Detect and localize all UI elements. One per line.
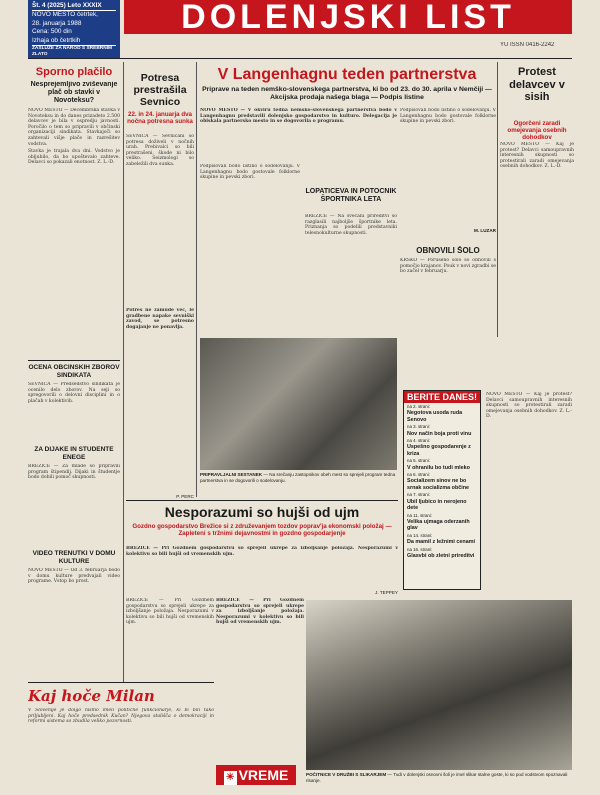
masthead-award: ZASLUŽE ZA NAROD S SREBRNIM ZLATO: [32, 45, 116, 58]
potresa-signature: P. PERC: [176, 494, 194, 499]
sun-icon: ☀: [225, 772, 235, 783]
headline-potresa: Potresa prestrašila Sevnico: [133, 72, 187, 108]
caption-solarji-text: Tudi v dolenjski osnovni šoli je imel slikar stalne goste, ki so pod vodstvom spoznavali risanje.: [306, 772, 568, 783]
article-langenhagen-col: [200, 164, 300, 344]
berite-item[interactable]: na 3. strani: Nov način boja proti vinu: [407, 424, 472, 437]
kaj-headline-text: Kaj hoče Milan: [28, 687, 155, 705]
headline-video-trenutki: VIDEO TRENUTKI V DOMU KULTURE: [32, 550, 116, 565]
caption-sestanek: PRIPRAVLJALNI SESTANEK — Na srečanju zastopnikov obeh mest so sprejeli program tedna partnerstva in se dogovorili o sodelovanju.: [200, 472, 396, 483]
article-ocena-zborov: SEVNICA — Predsedstvo sindikata je ocenilo delo zborov. Na seji so spregovorili o delovni disciplini in o plačah v kolektivih.: [28, 382, 120, 404]
masthead-place-line: NOVO MESTO četrtek,: [32, 11, 98, 19]
masthead-fine-print: Izhaja ob četrtkih: [32, 36, 81, 44]
headline-kaj: [28, 686, 218, 706]
masthead-divider: [28, 58, 572, 59]
column-divider-3: [497, 62, 498, 337]
article-langenhagen-p1: NOVO MESTO — V okviru tedna nemško-slovenskega partnerstva bodo v Langenhagnu predstavili dolenjsko gospodarstvo in kulturo. Delegacija je obiskala partnersko mesto in se dogovorila o programu.: [200, 108, 397, 125]
nesporazumi-col2: BREŽICE — Pri Gozdnem gospodarstvu so sprejeli ukrepe za izboljšanje položaja. Nesporazumi v kolektivu so bili hujši od vremenskih ujm.: [216, 598, 304, 626]
berite-item[interactable]: na 6. strani: Socializem sinov ne bo srnak socializma občine: [407, 472, 470, 491]
caption-sestanek-title: PRIPRAVLJALNI SESTANEK: [200, 472, 263, 477]
article-protest: NOVO MESTO — Kaj je protest? Delavci samoupravnih interesnih skupnosti so protestirali zaradi omejevanja osebnih dohodkov. Z. L.-D.: [500, 142, 574, 170]
berite-list: [404, 403, 480, 561]
sub-protest: Ogorčeni zaradi omejevanja osebnih dohodkov: [507, 120, 567, 142]
caption-solarji: POČITNICE V DRUŽBI S SLIKARJEM — Tudi v dolenjski osnovni šoli je imel slikar stalne goste, ki so pod vodstvom spoznavali risanje.: [306, 772, 568, 783]
headline-protest: Protest delavcev v sisih: [509, 66, 565, 103]
article-sporno-placilo-p1: NOVO MESTO — Decembrska stavka v Novoteksu in do danes prizadeto 2.500 delavcev je bila v ospredju javnosti. Poročilo o tem so pripravili v občinski organizaciji sindikata. Stavkajoči so zahtevali višje plače in razrešitev vodstva.: [28, 108, 120, 147]
sub-sporno-placilo: Nesprejemljivo zviševanje plač ob stavki v Novoteksu?: [30, 81, 118, 104]
article-nesporazumi: BREŽICE — Pri Gozdnem gospodarstvu so sprejeli ukrepe za izboljšanje položaja. Nesporazumi v kolektivu so bili hujši od vremenskih ujm.: [126, 546, 398, 557]
article-langenhagen-cont: [400, 108, 496, 228]
newspaper-title: DOLENJSKI LIST: [124, 0, 572, 34]
article-langenhagen: [200, 108, 397, 164]
nesporazumi-top-rule: [126, 500, 398, 501]
berite-item[interactable]: na 5. strani: V ohranilu bo tudi mleko: [407, 458, 470, 471]
headline-sporno-placilo: Sporno plačilo: [35, 66, 113, 78]
berite-item[interactable]: na 4. strani: Uspešno gospodarenje z kriza: [407, 438, 471, 457]
column-divider-2: [196, 62, 197, 497]
deck-nesporazumi: Gozdno gospodarstvo Brežice si z združevanjem tozdov poprav'ja ekonomski položaj — Zapleteni s tržnimi dejavnostmi in gozdno gospodarjenje: [132, 523, 392, 538]
article-obnovili: KRŠKO — Porušeno šolo so obnovili s pomočjo krajanov. Pouk v novi zgradbi se bo začel v februarju.: [400, 258, 496, 275]
berite-item[interactable]: na 14. strani: Da mamil z ležnimi cenami: [407, 532, 476, 546]
masthead-price-line: Cena: 500 din: [32, 28, 72, 36]
berite-item[interactable]: na 7. strani: Ubil ljubico in nerojeno dete: [407, 492, 467, 512]
caption-sestanek-text: Na srečanju zastopnikov obeh mest so sprejeli program tedna partnerstva in se dogovorili o sodelovanju.: [200, 472, 396, 483]
kaj-top-rule: [28, 682, 214, 683]
berite-item[interactable]: na 2. strani: Negotova usoda ruda Senovo: [407, 404, 463, 423]
article-kaj: V Slovenije je dolgo nismo imeli politične funkcionarje, ki bi bili tako priljubljeni. Kaj hoče predsednik Kučan? Njegova stališča o demokraciji in reformi sistema so zbudila veliko pozornosti.: [28, 708, 214, 725]
masthead-issue-line: Št. 4 (2025) Leto XXXIX: [32, 2, 116, 11]
photo-sestanek: [200, 338, 397, 470]
berite-item[interactable]: na 16. strani: Glasvbi ob zletni prireditvi: [407, 546, 475, 559]
headline-ocena-zborov: OCENA OBČINSKIH ZBOROV SINDIKATA: [28, 364, 120, 379]
article-potresa-bold: Potres ne zamude več, le gradbene napake sevniški zavod, se potresno dogajanje ne ponavlja.: [126, 308, 194, 330]
nesporazumi-col1: BREŽICE — Pri Gozdnem gospodarstvu so sprejeli ukrepe za izboljšanje položaja. Nesporazumi v kolektivu so bili hujši od vremenskih ujm.: [126, 598, 214, 626]
article-potresa: SEVNICA — Sevničani so potresa doživeli v nočnih urah. Prebivalci so bili prestrašeni, škode ni bilo veliko. Seizmologi so zabeležili dva sunka.: [126, 134, 194, 167]
article-sporno-placilo: [28, 108, 120, 328]
weather-banner: [216, 765, 296, 785]
masthead-info-box: [28, 0, 120, 58]
headline-sport: LOPATIČEVA IN POTOČNIK ŠPORTNIKA LETA: [305, 188, 397, 203]
article-langenhagen-col-p: Podpisovali bodo listino o sodelovanju. V Langenhagnu bodo gostovale folklorne skupine in pevski zbori.: [200, 164, 300, 181]
article-sport: BREŽICE — Na svečani prireditvi so razglasili najboljše športnike leta. Priznanja so podelili predstavniki telesnokulturne skupnosti.: [305, 214, 397, 236]
photo-solarji: [306, 600, 572, 770]
deck-langenhagen: Priprave na teden nemško-slovenskega partnerstva, ki bo od 23. do 30. aprila v Nemčiji — Akcijska prodaja našega blaga — Podpis listine: [202, 86, 492, 101]
headline-za-dijake: ZA DIJAKE IN ŠTUDENTE ENEGE: [34, 446, 114, 461]
nesporazumi-signature: J. TEPPEY: [375, 590, 398, 595]
headline-langenhagen: V Langenhagnu teden partnerstva: [217, 66, 477, 83]
weather-label: VREME: [238, 767, 289, 783]
headline-nesporazumi: Nesporazumi so hujši od ujm: [164, 504, 360, 520]
berite-danes-title: BERITE DANES!: [404, 391, 480, 403]
article-sporno-placilo-p2: Stavka je trajala dva dni. Vodstvo je obljubilo, da bo upoštevalo zahteve. Delavci so pokazali enotnost. Z. L.-D.: [28, 149, 120, 166]
column-divider-1: [123, 62, 124, 682]
issn-label: YU ISSN 0416-2242: [500, 42, 555, 48]
article-langenhagen-p2: Podpisovali bodo listino o sodelovanju. V Langenhagnu bodo gostovale folklorne skupine in pevski zbori.: [400, 108, 496, 125]
berite-danes-box: [403, 390, 481, 590]
article-video-trenutki: NOVO MESTO — Od 3. februarja bodo v domu kulture predvajali video programe. Vstop bo prost.: [28, 568, 120, 585]
sport-signature: M. LUZAR: [474, 228, 496, 233]
headline-obnovili: OBNOVILI ŠOLO: [416, 246, 480, 255]
lead-potresa: 22. in 24. januarja dva nočna potresna sunka: [127, 111, 193, 126]
article-right-lower: NOVO MESTO — Kaj je protest? Delavci samoupravnih interesnih skupnosti so protestirali zaradi omejevanja osebnih dohodkov. Z. L.-D.: [486, 392, 572, 420]
masthead-date-line: 28. januarja 1988: [32, 19, 82, 27]
article-za-dijake: BREŽICE — Za mlade so pripravili program štipendij. Dijaki in študentje bodo dobili pomoč skupnosti.: [28, 464, 120, 481]
left-divider-1: [28, 360, 120, 361]
caption-solarji-title: POČITNICE V DRUŽBI S SLIKARJEM: [306, 772, 387, 777]
berite-item[interactable]: na 11. strani: Velika ujmaga oderzanih glav: [407, 512, 470, 532]
